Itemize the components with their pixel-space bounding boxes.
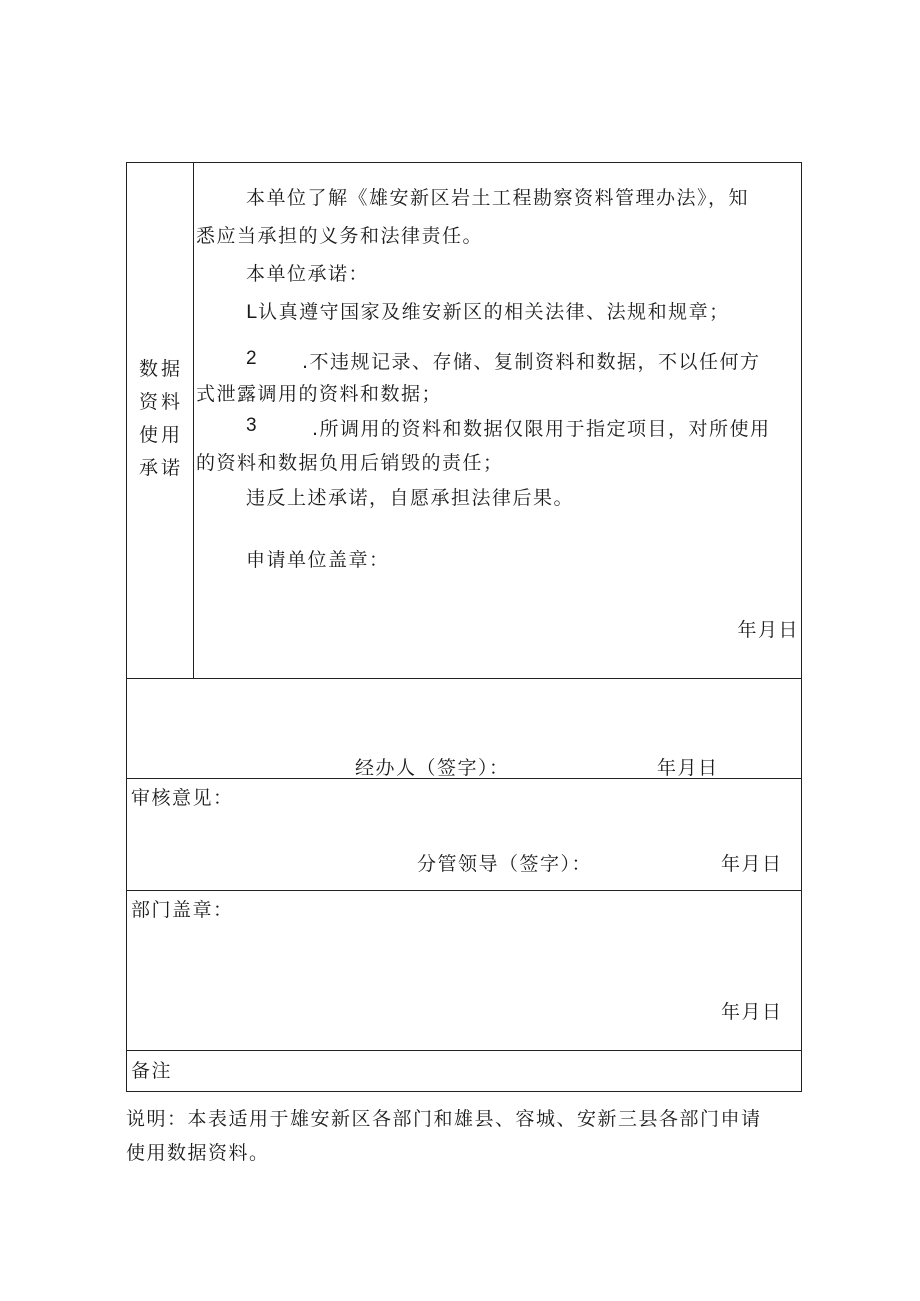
dept-seal-date: 年月日 xyxy=(721,1001,783,1023)
commitment-content xyxy=(194,163,801,678)
review-label: 审核意见： xyxy=(131,787,234,809)
handler-sign-label: 经办人（签字）： xyxy=(355,757,510,779)
promise-item-2-number xyxy=(246,347,258,370)
side-label-line: 使用 xyxy=(139,424,184,446)
promise-heading: 本单位承诺： xyxy=(246,263,370,285)
review-date: 年月日 xyxy=(721,853,783,875)
leader-sign-label: 分管领导（签字）： xyxy=(417,853,593,875)
intro-line-2: 悉应当承担的义务和法律责任。 xyxy=(196,225,484,247)
commitment-date: 年月日 xyxy=(737,619,799,641)
promise-item-3-line-2: 的资料和数据负用后销毁的责任； xyxy=(196,452,504,474)
promise-item-1: L认真遵守国家及维安新区的相关法律、法规和规章； xyxy=(246,301,730,323)
commitment-section xyxy=(127,163,801,679)
applicant-seal-label: 申请单位盖章： xyxy=(246,549,390,571)
promise-item-2-line-2: 式泄露调用的资料和数据； xyxy=(196,383,443,405)
footnote-line-2: 使用数据资料。 xyxy=(126,1142,270,1164)
item-2-number: 2 xyxy=(246,348,259,369)
side-label-line: 数据 xyxy=(139,358,184,380)
promise-item-3-line-1: .所调用的资料和数据仅限用于指定项目，对所使用 xyxy=(312,418,771,440)
side-label xyxy=(139,353,183,485)
item-3-number: 3 xyxy=(246,415,259,436)
side-label-line: 资料 xyxy=(139,391,184,413)
review-section xyxy=(127,779,801,891)
promise-item-3-number xyxy=(246,414,258,437)
promise-item-2-line-1: .不违规记录、存储、复制资料和数据，不以任何方 xyxy=(302,351,761,373)
side-label-cell xyxy=(127,163,194,679)
violation-statement: 违反上述承诺，自愿承担法律后果。 xyxy=(246,487,575,509)
footnote-line-1: 说明：本表适用于雄安新区各部门和雄县、容城、安新三县各部门申请 xyxy=(126,1108,762,1130)
side-label-line: 承诺 xyxy=(139,457,184,479)
remarks-label: 备注 xyxy=(131,1060,173,1082)
application-form xyxy=(126,162,802,1092)
dept-seal-label: 部门盖章： xyxy=(131,899,234,921)
handler-section xyxy=(127,679,801,779)
remarks-section xyxy=(127,1051,801,1091)
handler-date: 年月日 xyxy=(657,757,719,779)
intro-line-1: 本单位了解《雄安新区岩土工程勘察资料管理办法》，知 xyxy=(246,187,750,209)
dept-seal-section xyxy=(127,891,801,1051)
